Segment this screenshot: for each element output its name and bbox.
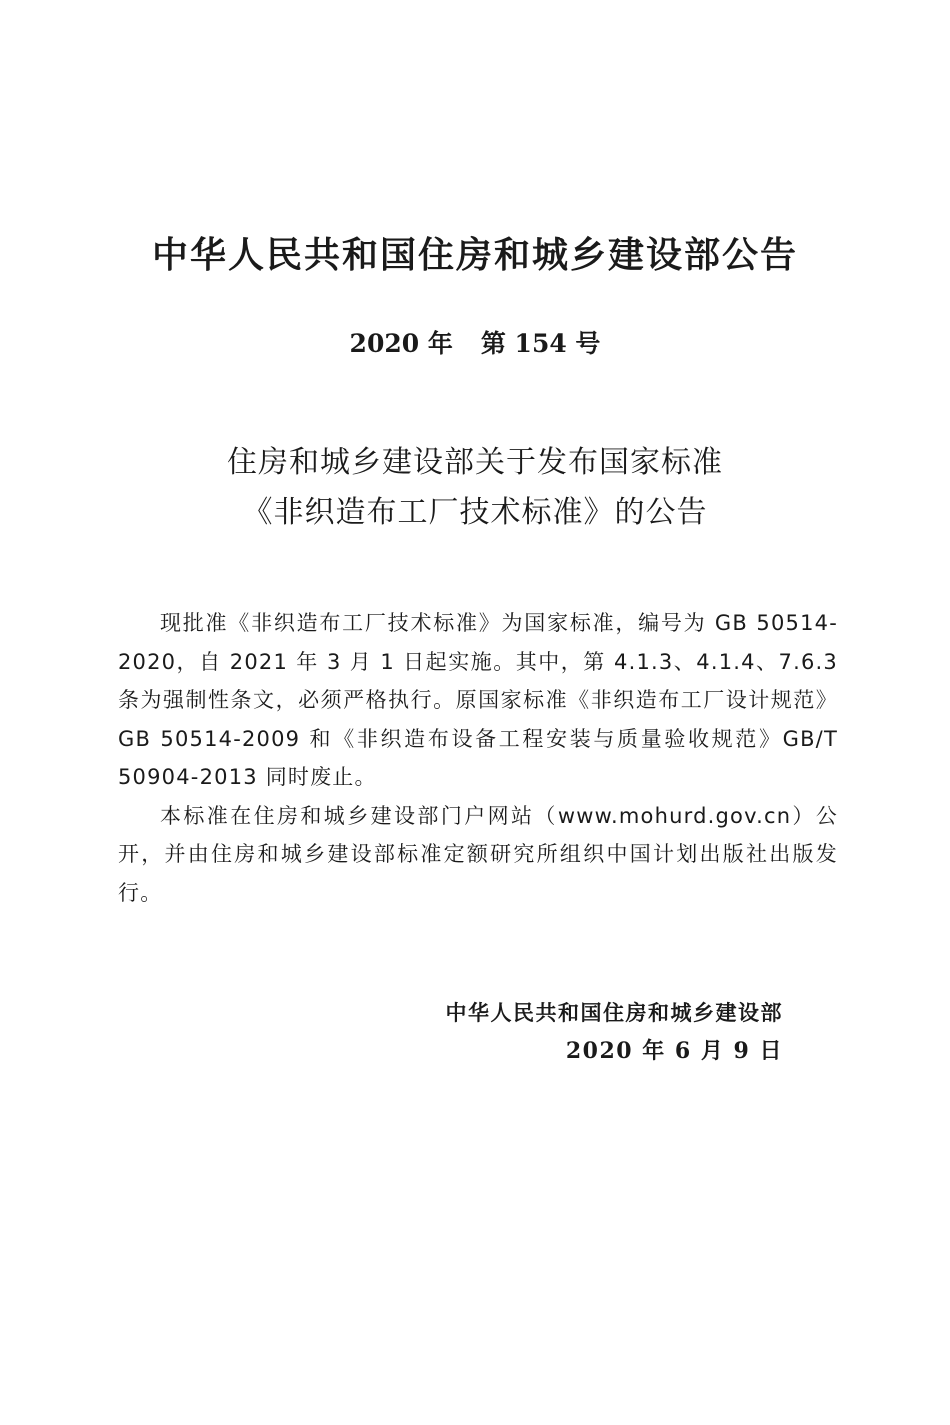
issuer-title: 中华人民共和国住房和城乡建设部公告 bbox=[151, 235, 798, 276]
issue-number-value: 第 154 号 bbox=[480, 329, 601, 358]
notice-title-line-1: 住房和城乡建设部关于发布国家标准 bbox=[227, 445, 723, 480]
notice-title-line-2: 《非织造布工厂技术标准》的公告 bbox=[242, 495, 708, 530]
body-paragraph-2: 本标准在住房和城乡建设部门户网站（www.mohurd.gov.cn）公开，并由住房和城乡建设部标准定额研究所组织中国计划出版社出版发行。 bbox=[118, 803, 838, 905]
issue-year: 2020 年 bbox=[349, 329, 453, 358]
signature-issuer: 中华人民共和国住房和城乡建设部 bbox=[445, 1001, 783, 1025]
notice-body bbox=[118, 604, 838, 912]
signature-date: 2020 年 6 月 9 日 bbox=[565, 1038, 783, 1064]
signature-block bbox=[446, 994, 784, 1070]
issue-number bbox=[0, 324, 950, 364]
body-paragraph-1: 现批准《非织造布工厂技术标准》为国家标准，编号为 GB 50514-2020，自 2021 年 3 月 1 日起实施。其中，第 4.1.3、4.1.4、7.6.3 条为强制性条文，必须严格执行。原国家标准《非织造布工厂设计规范》GB 50514-2009 和《非织造布设备工程安装与质量验收规范》GB/T 50904-2013 同时废止。 bbox=[118, 611, 838, 789]
notice-title bbox=[0, 438, 950, 538]
